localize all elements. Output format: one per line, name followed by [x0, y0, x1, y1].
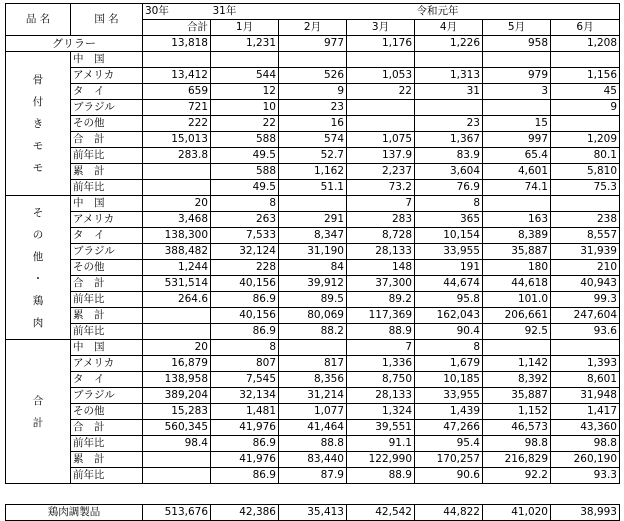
- cell: 83.9: [415, 148, 483, 164]
- cell: 73.2: [347, 180, 415, 196]
- processed-label: 鶏肉調製品: [6, 505, 143, 521]
- cell: 86.9: [211, 436, 279, 452]
- row-label: 前年比: [71, 292, 143, 308]
- cell: [279, 340, 347, 356]
- cell: 90.4: [415, 324, 483, 340]
- cell: 41,976: [211, 452, 279, 468]
- row-label: 前年比: [71, 468, 143, 484]
- cell: 1,336: [347, 356, 415, 372]
- cell: 117,369: [347, 308, 415, 324]
- cell: 247,604: [551, 308, 620, 324]
- cell: 13,818: [143, 36, 211, 52]
- cell: [347, 100, 415, 116]
- row-label: タ イ: [71, 84, 143, 100]
- cell: 86.9: [211, 324, 279, 340]
- cell: 41,464: [279, 420, 347, 436]
- row-label: その他: [71, 260, 143, 276]
- cell: 32,124: [211, 244, 279, 260]
- table-row: [6, 388, 620, 404]
- header-month: 2月: [279, 20, 347, 36]
- cell: 3: [483, 84, 551, 100]
- section-label-char: 肉: [32, 316, 44, 329]
- cell: 574: [279, 132, 347, 148]
- table-row: [6, 68, 620, 84]
- cell: [551, 340, 620, 356]
- cell: 39,912: [279, 276, 347, 292]
- cell: 86.9: [211, 468, 279, 484]
- cell: 560,345: [143, 420, 211, 436]
- cell: 7,545: [211, 372, 279, 388]
- cell: 531,514: [143, 276, 211, 292]
- cell: 12: [211, 84, 279, 100]
- cell: 8: [415, 340, 483, 356]
- cell: 98.8: [483, 436, 551, 452]
- cell: [483, 100, 551, 116]
- cell: 35,887: [483, 388, 551, 404]
- cell: 4,601: [483, 164, 551, 180]
- table-row: [6, 372, 620, 388]
- row-label: 中 国: [71, 340, 143, 356]
- cell: 979: [483, 68, 551, 84]
- cell: 45: [551, 84, 620, 100]
- cell: 98.4: [143, 436, 211, 452]
- cell: [143, 324, 211, 340]
- processed-row: [6, 505, 620, 521]
- cell: 1,208: [551, 36, 620, 52]
- cell: 92.5: [483, 324, 551, 340]
- cell: 1,481: [211, 404, 279, 420]
- cell: [415, 100, 483, 116]
- cell: 15: [483, 116, 551, 132]
- cell: [143, 308, 211, 324]
- cell: 89.2: [347, 292, 415, 308]
- cell: 80.1: [551, 148, 620, 164]
- cell: 8,728: [347, 228, 415, 244]
- cell: 264.6: [143, 292, 211, 308]
- cell: 138,300: [143, 228, 211, 244]
- cell: 5,810: [551, 164, 620, 180]
- cell: 162,043: [415, 308, 483, 324]
- cell: 807: [211, 356, 279, 372]
- section-label-char: モ: [32, 161, 44, 174]
- table-row: [6, 468, 620, 484]
- table-row: [6, 180, 620, 196]
- cell: [551, 116, 620, 132]
- cell: 75.3: [551, 180, 620, 196]
- table-row: [6, 148, 620, 164]
- cell: 23: [415, 116, 483, 132]
- header-country: 国 名: [71, 4, 143, 36]
- cell: [143, 452, 211, 468]
- table-row: [6, 164, 620, 180]
- cell: 93.3: [551, 468, 620, 484]
- cell: 1,162: [279, 164, 347, 180]
- cell: 88.9: [347, 468, 415, 484]
- cell: 526: [279, 68, 347, 84]
- cell: 137.9: [347, 148, 415, 164]
- cell: 92.2: [483, 468, 551, 484]
- cell: 8,601: [551, 372, 620, 388]
- cell: 88.9: [347, 324, 415, 340]
- cell: 1,324: [347, 404, 415, 420]
- cell: 283: [347, 212, 415, 228]
- cell: 47,266: [415, 420, 483, 436]
- cell: 122,990: [347, 452, 415, 468]
- processed-table: [5, 504, 620, 521]
- cell: 37,300: [347, 276, 415, 292]
- cell: 23: [279, 100, 347, 116]
- section-label: [6, 196, 71, 340]
- section-label-char: ・: [32, 272, 44, 285]
- row-label: アメリカ: [71, 68, 143, 84]
- cell: 216,829: [483, 452, 551, 468]
- table-row: [6, 276, 620, 292]
- cell: 1,417: [551, 404, 620, 420]
- section-label-char: 付: [32, 95, 44, 108]
- table-row: [6, 244, 620, 260]
- table-row: [6, 260, 620, 276]
- cell: 41,976: [211, 420, 279, 436]
- cell: 1,075: [347, 132, 415, 148]
- cell: 513,676: [143, 505, 211, 521]
- cell: 87.9: [279, 468, 347, 484]
- cell: 10: [211, 100, 279, 116]
- cell: 228: [211, 260, 279, 276]
- cell: 39,551: [347, 420, 415, 436]
- cell: 95.8: [415, 292, 483, 308]
- cell: 1,156: [551, 68, 620, 84]
- cell: 44,618: [483, 276, 551, 292]
- section-label-char: 計: [32, 416, 44, 429]
- cell: [483, 196, 551, 212]
- section-label-char: 他: [32, 250, 44, 263]
- row-label: 中 国: [71, 196, 143, 212]
- cell: 98.8: [551, 436, 620, 452]
- cell: 138,958: [143, 372, 211, 388]
- table-row: [6, 340, 620, 356]
- cell: 51.1: [279, 180, 347, 196]
- cell: 148: [347, 260, 415, 276]
- cell: 13,412: [143, 68, 211, 84]
- table-row: [6, 84, 620, 100]
- row-label: 前年比: [71, 436, 143, 452]
- table-row: [6, 452, 620, 468]
- cell: [551, 52, 620, 68]
- section-label: [6, 52, 71, 196]
- cell: 44,674: [415, 276, 483, 292]
- header-month: 6月: [551, 20, 620, 36]
- cell: 283.8: [143, 148, 211, 164]
- section-label-char: 合: [32, 394, 44, 407]
- table-row: [6, 116, 620, 132]
- cell: 191: [415, 260, 483, 276]
- cell: 90.6: [415, 468, 483, 484]
- section-label: [6, 340, 71, 484]
- cell: 31: [415, 84, 483, 100]
- row-label: 前年比: [71, 180, 143, 196]
- row-label: 累 計: [71, 164, 143, 180]
- cell: 28,133: [347, 244, 415, 260]
- header-total: 合計: [143, 20, 211, 36]
- cell: 83,440: [279, 452, 347, 468]
- cell: 7,533: [211, 228, 279, 244]
- cell: 721: [143, 100, 211, 116]
- cell: [483, 52, 551, 68]
- section-label-char: 鶏: [32, 294, 44, 307]
- cell: 1,209: [551, 132, 620, 148]
- cell: 80,069: [279, 308, 347, 324]
- cell: 997: [483, 132, 551, 148]
- cell: 49.5: [211, 180, 279, 196]
- cell: 291: [279, 212, 347, 228]
- cell: 8: [211, 340, 279, 356]
- cell: 1,152: [483, 404, 551, 420]
- cell: 99.3: [551, 292, 620, 308]
- cell: 170,257: [415, 452, 483, 468]
- cell: 46,573: [483, 420, 551, 436]
- cell: 659: [143, 84, 211, 100]
- cell: 15,283: [143, 404, 211, 420]
- header-month: 3月: [347, 20, 415, 36]
- cell: 1,439: [415, 404, 483, 420]
- cell: [279, 52, 347, 68]
- row-label: ブラジル: [71, 244, 143, 260]
- cell: 1,077: [279, 404, 347, 420]
- cell: 238: [551, 212, 620, 228]
- cell: 16,879: [143, 356, 211, 372]
- row-label: 累 計: [71, 452, 143, 468]
- cell: 7: [347, 340, 415, 356]
- cell: 16: [279, 116, 347, 132]
- section-label-char: 骨: [32, 73, 44, 86]
- row-label: 合 計: [71, 132, 143, 148]
- cell: 41,020: [483, 505, 551, 521]
- table-row: [6, 228, 620, 244]
- cell: 8,356: [279, 372, 347, 388]
- table-row: [6, 356, 620, 372]
- cell: 22: [211, 116, 279, 132]
- cell: 84: [279, 260, 347, 276]
- cell: 1,367: [415, 132, 483, 148]
- cell: 33,955: [415, 244, 483, 260]
- cell: 1,142: [483, 356, 551, 372]
- cell: 2,237: [347, 164, 415, 180]
- section-label-char: の: [32, 228, 44, 241]
- cell: 40,156: [211, 276, 279, 292]
- row-label: 合 計: [71, 276, 143, 292]
- cell: 210: [551, 260, 620, 276]
- griller-label: グリラー: [6, 36, 143, 52]
- cell: 76.9: [415, 180, 483, 196]
- cell: 43,360: [551, 420, 620, 436]
- cell: [211, 52, 279, 68]
- table-row: [6, 436, 620, 452]
- table-row: [6, 196, 620, 212]
- row-label: その他: [71, 116, 143, 132]
- row-label: 前年比: [71, 148, 143, 164]
- cell: 263: [211, 212, 279, 228]
- cell: 8,392: [483, 372, 551, 388]
- cell: 1,226: [415, 36, 483, 52]
- cell: 7: [347, 196, 415, 212]
- cell: 88.2: [279, 324, 347, 340]
- cell: 74.1: [483, 180, 551, 196]
- cell: [279, 196, 347, 212]
- cell: 52.7: [279, 148, 347, 164]
- header-item: 品 名: [6, 4, 71, 36]
- cell: 33,955: [415, 388, 483, 404]
- row-label: タ イ: [71, 372, 143, 388]
- row-label: アメリカ: [71, 356, 143, 372]
- cell: 389,204: [143, 388, 211, 404]
- cell: 8,750: [347, 372, 415, 388]
- row-label: ブラジル: [71, 100, 143, 116]
- table-row: [6, 324, 620, 340]
- table-row: [6, 100, 620, 116]
- cell: 31,214: [279, 388, 347, 404]
- table-row: [6, 52, 620, 68]
- table-row: [6, 404, 620, 420]
- section-label-char: そ: [32, 206, 44, 219]
- cell: 10,154: [415, 228, 483, 244]
- cell: 65.4: [483, 148, 551, 164]
- cell: 15,013: [143, 132, 211, 148]
- cell: 1,176: [347, 36, 415, 52]
- cell: 20: [143, 196, 211, 212]
- cell: 42,386: [211, 505, 279, 521]
- cell: 8: [211, 196, 279, 212]
- cell: 95.4: [415, 436, 483, 452]
- cell: [347, 52, 415, 68]
- cell: [143, 52, 211, 68]
- section-label-char: モ: [32, 139, 44, 152]
- cell: 1,679: [415, 356, 483, 372]
- cell: 977: [279, 36, 347, 52]
- cell: 22: [347, 84, 415, 100]
- cell: 8,557: [551, 228, 620, 244]
- table-row: [6, 308, 620, 324]
- header-year-h30: 30年: [143, 4, 211, 20]
- cell: 93.6: [551, 324, 620, 340]
- header-month: 1月: [211, 20, 279, 36]
- cell: 28,133: [347, 388, 415, 404]
- table-row: [6, 212, 620, 228]
- cell: 588: [211, 164, 279, 180]
- cell: 31,939: [551, 244, 620, 260]
- cell: 958: [483, 36, 551, 52]
- row-label: タ イ: [71, 228, 143, 244]
- table-row: [6, 132, 620, 148]
- row-label: その他: [71, 404, 143, 420]
- cell: 40,156: [211, 308, 279, 324]
- row-label: 合 計: [71, 420, 143, 436]
- cell: 3,604: [415, 164, 483, 180]
- cell: 10,185: [415, 372, 483, 388]
- cell: [415, 52, 483, 68]
- cell: [551, 196, 620, 212]
- cell: 588: [211, 132, 279, 148]
- cell: [143, 180, 211, 196]
- row-label: ブラジル: [71, 388, 143, 404]
- cell: 8: [415, 196, 483, 212]
- cell: [483, 340, 551, 356]
- cell: 40,943: [551, 276, 620, 292]
- cell: 9: [279, 84, 347, 100]
- import-table: [5, 3, 620, 484]
- cell: 163: [483, 212, 551, 228]
- cell: 1,053: [347, 68, 415, 84]
- cell: 3,468: [143, 212, 211, 228]
- cell: 817: [279, 356, 347, 372]
- cell: 206,661: [483, 308, 551, 324]
- row-label: アメリカ: [71, 212, 143, 228]
- cell: 38,993: [551, 505, 620, 521]
- cell: 1,393: [551, 356, 620, 372]
- cell: 31,948: [551, 388, 620, 404]
- cell: 9: [551, 100, 620, 116]
- cell: 1,231: [211, 36, 279, 52]
- table-row: [6, 292, 620, 308]
- cell: 88.8: [279, 436, 347, 452]
- cell: 31,190: [279, 244, 347, 260]
- cell: 91.1: [347, 436, 415, 452]
- section-label-char: き: [32, 117, 44, 130]
- cell: 260,190: [551, 452, 620, 468]
- cell: 222: [143, 116, 211, 132]
- table-row: [6, 420, 620, 436]
- row-label: 前年比: [71, 324, 143, 340]
- cell: [143, 468, 211, 484]
- header-month: 5月: [483, 20, 551, 36]
- header-month: 4月: [415, 20, 483, 36]
- cell: 42,542: [347, 505, 415, 521]
- cell: 89.5: [279, 292, 347, 308]
- cell: 1,244: [143, 260, 211, 276]
- cell: 1,313: [415, 68, 483, 84]
- cell: 35,887: [483, 244, 551, 260]
- row-label: 累 計: [71, 308, 143, 324]
- cell: 20: [143, 340, 211, 356]
- cell: 35,413: [279, 505, 347, 521]
- cell: 86.9: [211, 292, 279, 308]
- cell: 49.5: [211, 148, 279, 164]
- cell: 180: [483, 260, 551, 276]
- cell: 365: [415, 212, 483, 228]
- cell: 101.0: [483, 292, 551, 308]
- cell: 8,347: [279, 228, 347, 244]
- header-year-h31: 31年: [211, 4, 279, 20]
- griller-row: [6, 36, 620, 52]
- cell: 32,134: [211, 388, 279, 404]
- header-year-reiwa: 令和元年: [415, 4, 483, 20]
- cell: [143, 164, 211, 180]
- cell: [347, 116, 415, 132]
- cell: 544: [211, 68, 279, 84]
- cell: 388,482: [143, 244, 211, 260]
- cell: 44,822: [415, 505, 483, 521]
- row-label: 中 国: [71, 52, 143, 68]
- cell: 8,389: [483, 228, 551, 244]
